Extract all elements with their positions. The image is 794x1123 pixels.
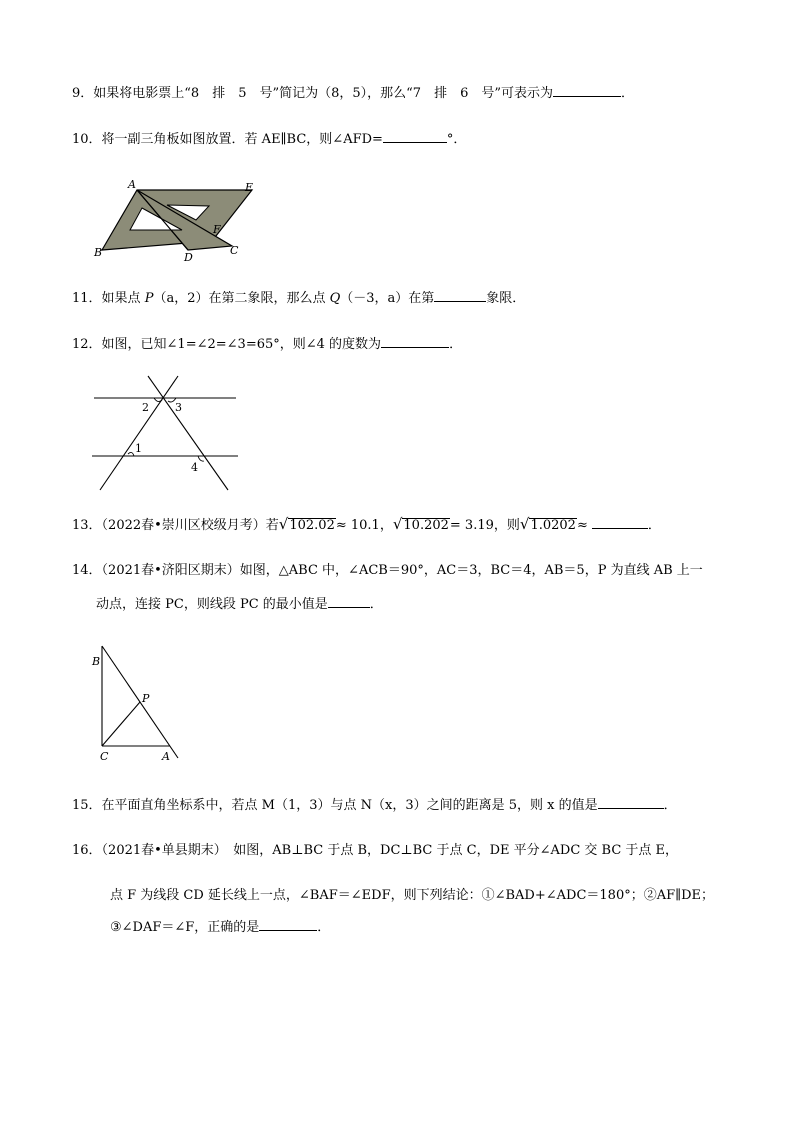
- question-16-line2: 点 F 为线段 CD 延长线上一点，∠BAF＝∠EDF，则下列结论：①∠BAD+∠ADC＝180°；②AF∥DE；: [110, 888, 715, 903]
- question-12: 12．如图，已知∠1=∠2=∠3=65°，则∠4 的度数为 ．: [72, 334, 462, 354]
- question-10-text: 10．将一副三角板如图放置．若 AE∥BC，则∠AFD=: [72, 132, 383, 147]
- triangle-set-figure: [92, 174, 262, 264]
- answer-blank[interactable]: [553, 83, 621, 97]
- question-13: 13．（2022春•崇川区校级月考）若√102.02≈ 10.1，√10.202= 3.19，则√1.0202≈ ．: [72, 515, 661, 533]
- answer-blank[interactable]: [598, 795, 664, 809]
- angles-figure: [90, 374, 240, 492]
- label-A: A: [128, 178, 136, 191]
- question-14-line1: 14．（2021春•济阳区期末）如图，△ABC 中，∠ACB＝90°，AC＝3，BC＝4，AB＝5，P 为直线 AB 上一: [72, 563, 703, 578]
- radicand-2: 10.202: [403, 518, 449, 533]
- radicand-3: 1.0202: [530, 518, 576, 533]
- question-15-text: 15．在平面直角坐标系中，若点 M（1，3）与点 N（x，3）之间的距离是 5，则 x 的值是: [72, 798, 598, 813]
- question-11: 11．如果点 P（a，2）在第二象限，那么点 Q（－3，a）在第 象限．: [72, 288, 525, 308]
- label-3: 3: [175, 401, 182, 414]
- radicand-1: 102.02: [289, 518, 335, 533]
- label-D: D: [184, 251, 193, 264]
- right-triangle-figure: [90, 644, 190, 768]
- label-B: B: [94, 246, 103, 259]
- question-9-text: 9．如果将电影票上“8 排 5 号”简记为（8，5），那么“7 排 6 号”可表示为: [72, 86, 553, 101]
- label-2: 2: [142, 401, 149, 414]
- question-16-line3: ③∠DAF＝∠F，正确的是 ．: [110, 917, 330, 937]
- question-10: 10．将一副三角板如图放置．若 AE∥BC，则∠AFD= °．: [72, 129, 466, 149]
- question-9: 9．如果将电影票上“8 排 5 号”简记为（8，5），那么“7 排 6 号”可表示为 ．: [72, 83, 634, 103]
- answer-blank[interactable]: [259, 917, 317, 931]
- label-4: 4: [191, 461, 198, 474]
- question-16-line1: 16．（2021春•单县期末） 如图，AB⊥BC 于点 B，DC⊥BC 于点 C，DE 平分∠ADC 交 BC 于点 E，: [72, 843, 679, 858]
- label-P: P: [142, 692, 150, 705]
- answer-blank[interactable]: [592, 515, 648, 529]
- label-F: F: [213, 223, 221, 236]
- question-14-line2: 动点，连接 PC，则线段 PC 的最小值是 ．: [96, 594, 383, 614]
- label-1: 1: [135, 442, 142, 455]
- answer-blank[interactable]: [434, 288, 486, 302]
- label-E: E: [245, 181, 254, 194]
- label-A: A: [162, 750, 170, 763]
- answer-blank[interactable]: [383, 129, 447, 143]
- label-C: C: [100, 750, 109, 763]
- answer-blank[interactable]: [381, 334, 449, 348]
- answer-blank[interactable]: [328, 594, 370, 608]
- question-12-text: 12．如图，已知∠1=∠2=∠3=65°，则∠4 的度数为: [72, 337, 382, 352]
- label-C: C: [230, 244, 239, 257]
- question-15: 15．在平面直角坐标系中，若点 M（1，3）与点 N（x，3）之间的距离是 5，则 x 的值是 ．: [72, 795, 677, 815]
- label-B: B: [92, 655, 101, 668]
